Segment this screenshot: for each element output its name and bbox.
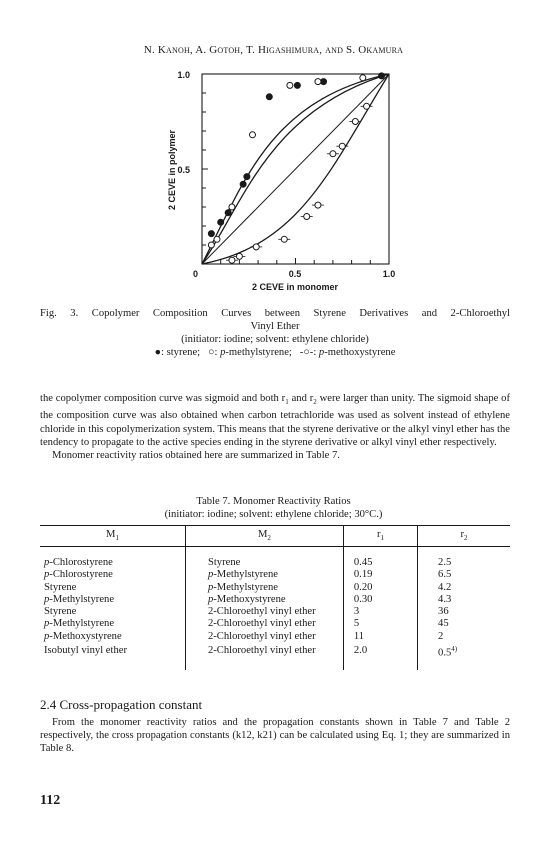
table-cell: 11 [343,631,417,643]
p-methylstyrene-point [360,75,366,81]
table-row [40,643,510,670]
table-subtitle: (initiator: iodine; solvent: ethylene chloride; 30°C.) [164,509,383,520]
legend-methoxy: : p-methoxystyrene [313,347,396,358]
para-part1: the copolymer composition curve was sigmoid and both r [40,393,286,404]
para-part2: and r [288,393,314,404]
section-title: 2.4 Cross-propagation constant [40,697,203,712]
caption-line1: Fig. 3. Copolymer Composition Curves between Styrene Derivatives and 2-Chloroethyl [40,308,510,319]
styrene-point [321,79,327,85]
table-cell: 2-Chloroethyl vinyl ether [185,643,343,670]
x-tick-05: 0.5 [288,269,302,279]
table-caption [0,495,547,521]
p-methoxystyrene-point [278,236,290,242]
body-paragraph [40,392,510,462]
para-part3: were larger than unity. [316,393,416,404]
authors: N. Kanoh, A. Gotoh, T. Higashimura, and S. Okamura [143,44,404,56]
p-methoxystyrene-point [250,244,262,250]
filled-circle-icon: ● [154,347,161,358]
y-axis-label: 2 CEVE in polymer [167,129,177,211]
table-row [40,569,510,581]
table-cell: p-Methylstyrene [185,569,343,581]
paragraph-last: Monomer reactivity ratios obtained here are summarized in Table 7. [52,449,340,461]
table-cell: Styrene [185,547,343,570]
caption-line3: (initiator: iodine; solvent: ethylene chloride) [181,334,369,345]
table-cell: p-Chlorostyrene [40,547,185,570]
dashed-circle-icon: -○- [294,347,314,358]
table-cell: 2 [438,630,444,642]
table-cell: p-Chlorostyrene [40,569,185,581]
p-methoxystyrene-point [327,151,339,157]
caption-line2: Vinyl Ether [250,321,300,332]
header-r1: $r_1$ [343,526,417,547]
table-cell: 2-Chloroethyl vinyl ether [185,618,343,630]
table-cell: 5 [343,618,417,630]
table-row [40,606,510,618]
plot-area [202,73,389,264]
table-cell: p-Methylstyrene [185,582,343,594]
table-cell: Styrene [40,582,185,594]
table-cell: p-Methoxystyrene [40,631,185,643]
styrene-point [379,73,385,79]
x-axis-label: 2 CEVE in monomer [251,282,339,292]
table-title: Table 7. Monomer Reactivity Ratios [196,496,351,507]
table-cell: 2.0 [343,643,417,670]
reactivity-table [40,525,510,670]
table-cell: 6.5 [438,569,452,581]
p-methoxystyrene-point [301,214,313,220]
table-row [40,618,510,630]
table-row [40,582,510,594]
y-tick-05: 0.5 [177,165,190,175]
table-cell: 2.5 [438,557,452,568]
page-number: 112 [40,793,61,808]
y-tick-1: 1.0 [177,70,190,80]
table-cell: 2-Chloroethyl vinyl ether [185,606,343,618]
header-m1: $M_1$ [40,526,185,547]
header-r2: $r_2$ [460,529,468,543]
section-body [40,716,510,756]
table-row [40,631,510,643]
table-cell: 2-Chloroethyl vinyl ether [185,631,343,643]
styrene-point [218,219,224,225]
section-text: From the monomer reactivity ratios and the propagation constants shown in Table 7 and Table 2 respectively, the cross propagation constants (k12, k21) can be calculated using Eq. 1; they are summarized in Table 8. [40,717,510,755]
table-cell: p-Methylstyrene [40,594,185,606]
caption-legend [40,346,510,359]
styrene-point [294,82,300,88]
table-cell: Isobutyl vinyl ether [40,643,185,670]
x-tick-1: 1.0 [382,269,396,279]
table-cell: 0.45 [343,547,417,570]
p-methoxystyrene-point [226,257,238,263]
styrene-point [266,94,272,100]
table-cell: 45 [438,618,449,630]
table-cell: 36 [438,606,449,618]
composition-figure [0,0,547,300]
table-cell: 0.30 [343,594,417,606]
styrene-point [244,174,250,180]
table-cell: 0.19 [343,569,417,581]
diagonal-line [202,74,389,264]
table-cell: p-Methoxystyrene [185,594,343,606]
table-body [40,547,510,670]
table-cell: 4.2 [438,581,452,593]
styrene-point [225,210,231,216]
origin-tick: 0 [192,269,198,279]
table-cell: Styrene [40,606,185,618]
p-methylstyrene-point [214,236,220,242]
table-cell: 4.3 [438,593,452,605]
legend-methyl: : p-methylstyrene; [214,347,292,358]
table-cell: 0.20 [343,582,417,594]
styrene-point [240,181,246,187]
p-methylstyrene-point [287,82,293,88]
para-rest: The sigmoid shape of the composition curve was also obtained when carbon tetrachloride was used as solvent instead of ethylene chloride in this copolymerization system. This means that the styrene derivative or the alkyl vinyl ether has the tendency to propagate to the active species ending in the styrene derivative or alkyl vinyl ether respectively. [40,393,510,448]
p-methoxystyrene-point [312,202,324,208]
p-methylstyrene-point [208,242,214,248]
table-header-row [40,526,510,547]
open-circle-icon: ○ [202,347,215,358]
table-row [40,547,510,570]
table-cell: 0.5$^{4)}$ [438,645,458,659]
table-cell: 3 [343,606,417,618]
legend-styrene: : styrene; [161,347,201,358]
p-methylstyrene-point [315,79,321,85]
p-methylstyrene-point [229,204,235,210]
table-cell: p-Methylstyrene [40,618,185,630]
figure-caption [40,307,510,359]
paragraph-text: the copolymer composition curve was sigmoid and both $r_1$ and $r_2$ were larger than unity. The sigmoid shape of the composition curve was also obtained when carbon tetrachloride was used as solvent instead of ethylene chloride in this copolymerization system. This means that the styrene derivative or the alkyl vinyl ether has the tendency to propagate to the active species ending in the styrene derivative or alkyl vinyl ether respectively. [40,393,510,448]
styrene-point [208,231,214,237]
header-m2: $M_2$ [185,526,343,547]
table-row [40,594,510,606]
p-methylstyrene-point [249,132,255,138]
